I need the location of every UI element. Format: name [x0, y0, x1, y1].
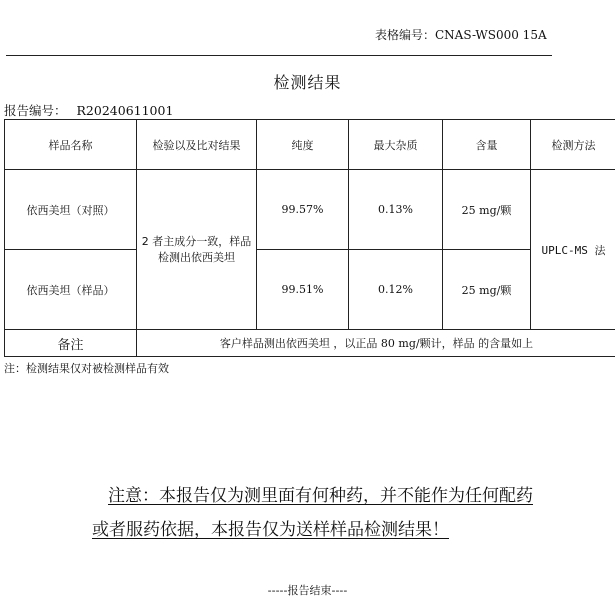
report-end-marker: -----报告结束----: [267, 584, 348, 597]
table-row: [5, 250, 615, 330]
method-cell: UPLC-MS 法: [531, 170, 615, 330]
results-table: [4, 119, 615, 357]
report-number-label: 报告编号：: [4, 103, 67, 118]
table-row: [5, 170, 615, 250]
max-impurity-cell: 0.12%: [349, 250, 443, 330]
content-cell: 25 mg/颗: [443, 170, 531, 250]
sample-name-cell: 依西美坦（样品）: [5, 250, 137, 330]
notice-line-1-text: 注意：本报告仅为测里面有何种药，并不能作为任何配药: [108, 486, 533, 506]
sample-name-cell: 依西美坦（对照）: [5, 170, 137, 250]
table-header-row: [5, 120, 615, 170]
col-header-comparison: 检验以及比对结果: [137, 120, 257, 170]
remark-label: 备注: [5, 330, 137, 357]
col-header-purity: 纯度: [257, 120, 349, 170]
header-divider: [6, 55, 552, 56]
col-header-max-impurity: 最大杂质: [349, 120, 443, 170]
report-number-line: [4, 101, 173, 119]
form-number: 表格编号：CNAS-WS000 15A: [375, 28, 547, 42]
remark-row: [5, 330, 615, 357]
col-header-method: 检测方法: [531, 120, 615, 170]
remark-text: 客户样品测出依西美坦 ，以正品 80 mg/颗计，样品 的含量如上: [137, 330, 615, 357]
comparison-result-cell: 2 者主成分一致，样品检测出依西美坦: [137, 170, 257, 330]
content-cell: 25 mg/颗: [443, 250, 531, 330]
col-header-content: 含量: [443, 120, 531, 170]
notice-line-1: [0, 481, 615, 506]
notice-line-2-text: 或者服药依据，本报告仅为送样样品检测结果！: [92, 520, 449, 540]
col-header-sample-name: 样品名称: [5, 120, 137, 170]
purity-cell: 99.51%: [257, 250, 349, 330]
report-number-value: R20240611001: [76, 103, 174, 118]
page-title: 检测结果: [273, 73, 342, 92]
notice-line-2: [0, 515, 615, 540]
validity-note: 注：检测结果仅对被检测样品有效: [4, 362, 169, 375]
purity-cell: 99.57%: [257, 170, 349, 250]
max-impurity-cell: 0.13%: [349, 170, 443, 250]
